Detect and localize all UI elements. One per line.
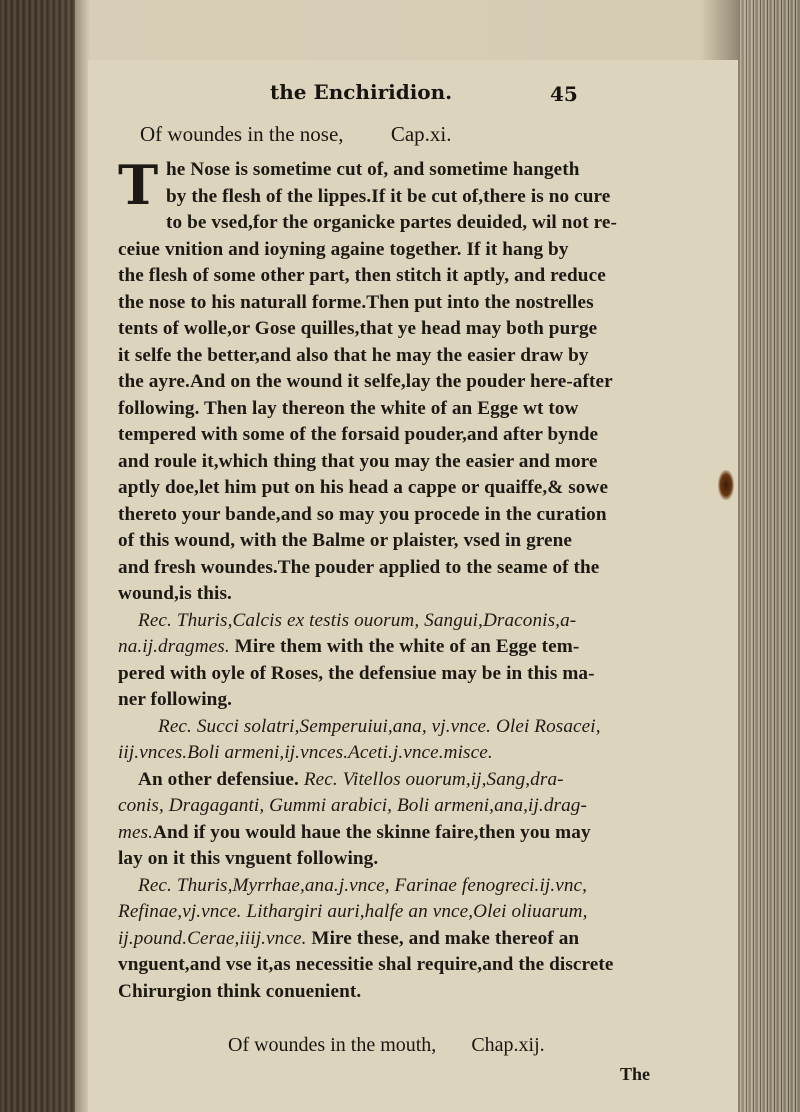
text-line: the ayre.And on the wound it selfe,lay the pouder here-after [118, 371, 613, 392]
text-line: ceiue vnition and ioyning againe together. If it hang by [118, 238, 569, 260]
latin-text: Rec. Vitellos ouorum,ij,Sang,dra- [298, 768, 564, 790]
text-line: to be vsed,for the organicke partes deuided, wil not re- [166, 212, 617, 233]
text-line: thereto your bande,and so may you procede in the curation [118, 503, 607, 525]
recipe-line [118, 767, 728, 794]
text-line: tempered with some of the forsaid pouder,and after bynde [118, 424, 599, 445]
drop-capital: T [118, 153, 159, 217]
blackletter-text: Mire them with the white of an Egge tem- [229, 636, 580, 657]
recipe-line [118, 634, 728, 661]
text-line: vnguent,and vse it,as necessitie shal require,and the discrete [118, 954, 614, 975]
text-line: the nose to his naturall forme.Then put into the nostrelles [118, 291, 594, 313]
latin-text: na.ij.dragmes. [118, 636, 230, 657]
recipe-line: conis, Dragaganti, Gummi arabici, Boli armeni,ana,ij.drag- [118, 795, 587, 816]
recipe-line: Rec. Succi solatri,Semperuiui,ana, vj.vnce. Olei Rosacei, [158, 715, 601, 737]
recipe-line [118, 608, 728, 635]
latin-text: mes. [118, 821, 154, 843]
text-line: tents of wolle,or Gose quilles,that ye head may both purge [118, 318, 598, 339]
text-line: and roule it,which thing that you may the easier and more [118, 450, 598, 472]
section-heading [140, 122, 660, 147]
left-page-edge [0, 0, 75, 1112]
text-line: it selfe the better,and also that he may the easier draw by [118, 344, 589, 366]
text-line: of this wound, with the Balme or plaister, vsed in grene [118, 530, 573, 551]
latin-text: ij.pound.Cerae,iiij.vnce. [118, 927, 307, 949]
blackletter-text: Mire these, and make thereof an [306, 927, 580, 949]
running-head: the Enchiridion. [270, 80, 453, 104]
text-line: by the flesh of the lippes.If it be cut of,there is no cure [166, 185, 611, 207]
blackletter-text: An other defensiue. [138, 768, 299, 790]
catchword: The [620, 1064, 651, 1084]
latin-text: Rec. Thuris,Calcis ex testis ouorum, Sangui,Draconis,a- [138, 609, 577, 631]
section-title: Of woundes in the nose, [140, 122, 344, 146]
recipe-line [118, 820, 728, 847]
section-chapter: Cap.xi. [390, 122, 452, 146]
text-line: wound,is this. [118, 583, 232, 604]
text-line: ner following. [118, 689, 233, 710]
text-line: and fresh woundes.The pouder applied to the seame of the [118, 556, 600, 578]
text-line: following. Then lay thereon the white of an Egge wt tow [118, 397, 579, 419]
text-line: Chirurgion think conuenient. [118, 980, 362, 1002]
recipe-line: Rec. Thuris,Myrrhae,ana.j.vnce, Farinae fenogreci.ij.vnc, [138, 874, 588, 896]
text-line: he Nose is sometime cut of, and sometime hangeth [166, 159, 580, 180]
recipe-line: iij.vnces.Boli armeni,ij.vnces.Aceti.j.vnce.misce. [118, 742, 493, 763]
next-section-chapter: Chap.xij. [471, 1034, 545, 1056]
recipe-line [118, 926, 728, 953]
page-number: 45 [550, 82, 578, 106]
next-section-heading [228, 1034, 608, 1057]
right-page-edge [740, 0, 800, 1112]
text-line: aptly doe,let him put on his head a cappe or quaiffe,& sowe [118, 477, 609, 498]
recipe-line: Refinae,vj.vnce. Lithargiri auri,halfe an vnce,Olei oliuarum, [118, 901, 588, 922]
blackletter-text: And if you would haue the skinne faire,then you may [153, 821, 591, 843]
body-text [118, 153, 728, 1005]
next-section-title: Of woundes in the mouth, [228, 1034, 437, 1056]
text-line: lay on it this vnguent following. [118, 848, 379, 869]
text-line: the flesh of some other part, then stitch it aptly, and reduce [118, 265, 606, 286]
text-line: pered with oyle of Roses, the defensiue may be in this ma- [118, 662, 595, 684]
